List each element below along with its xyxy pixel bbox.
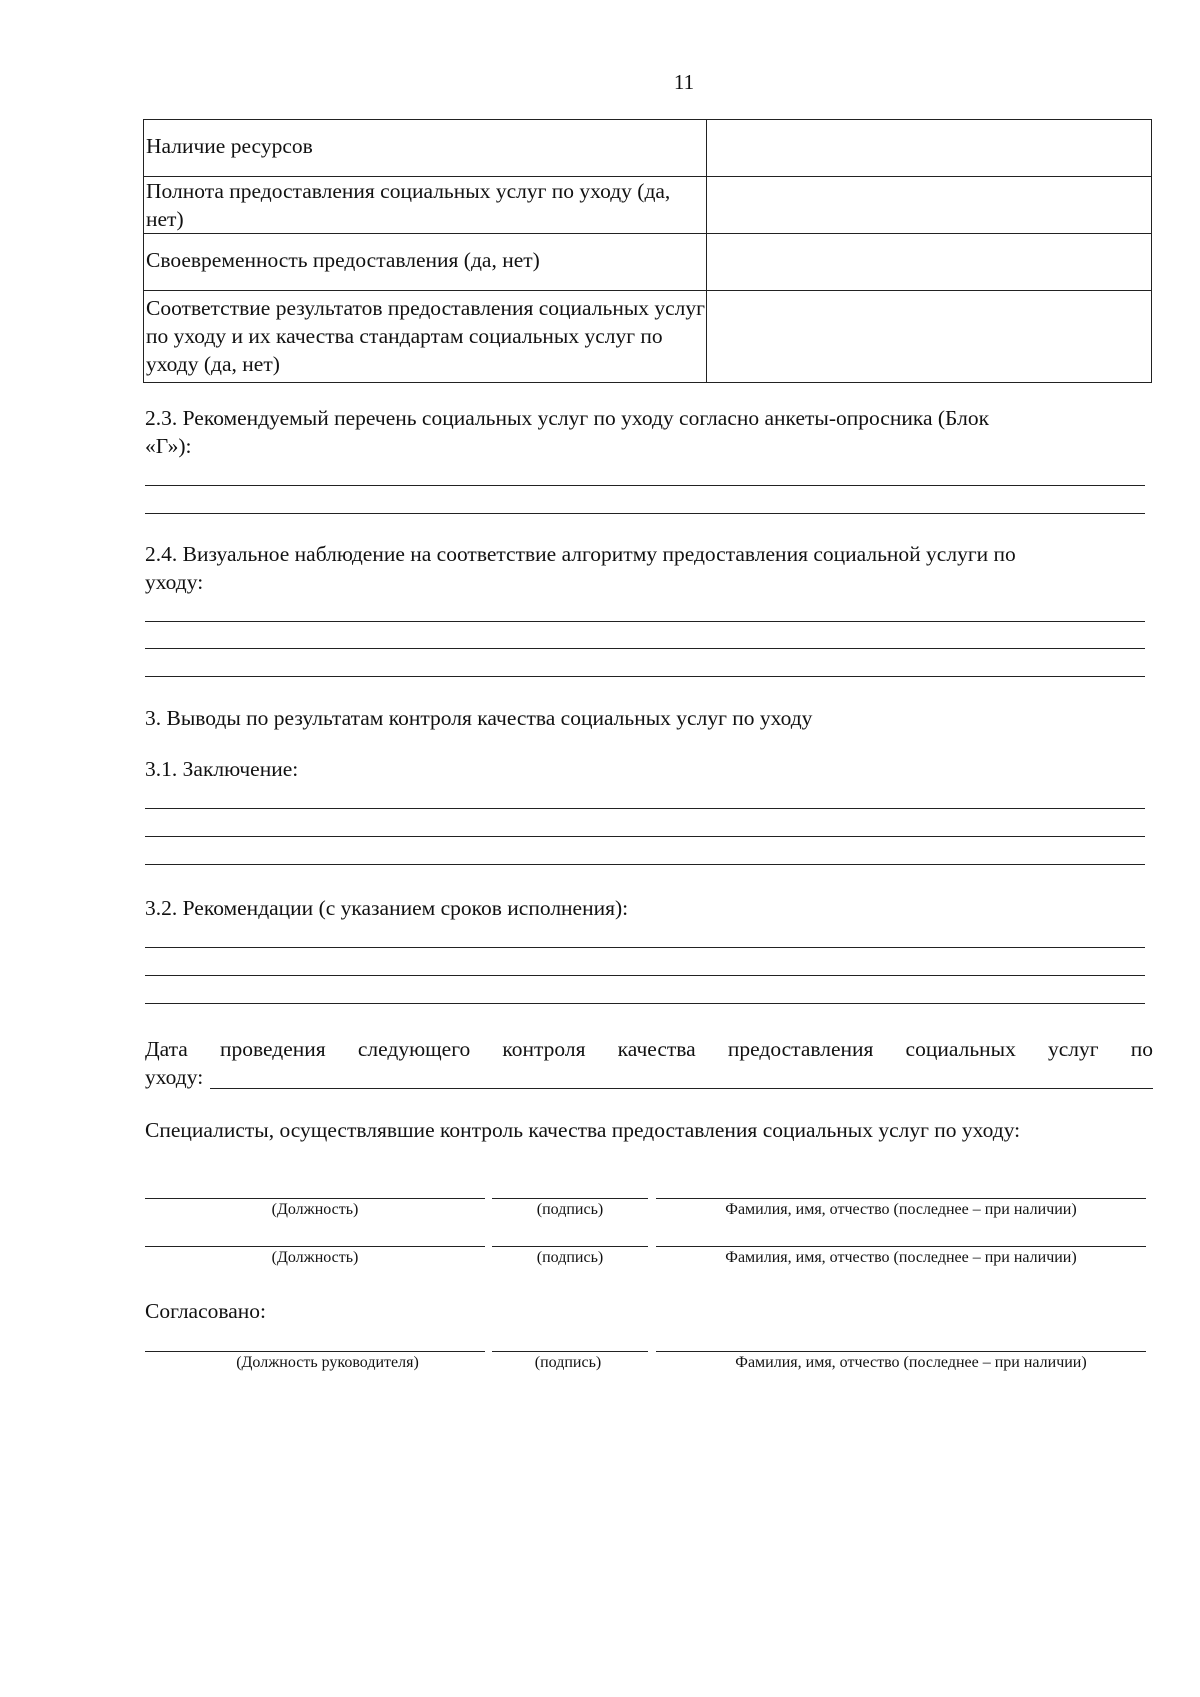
table-row <box>144 291 1152 383</box>
fio-line[interactable] <box>656 1246 1146 1247</box>
approved-label: Согласовано: <box>145 1299 267 1323</box>
criteria-label: Соответствие результатов предоставления социальных услуг по уходу и их качества стандартам социальных услуг по уходу (да, нет) <box>144 291 707 383</box>
answer-line[interactable] <box>145 621 1145 622</box>
position-caption: (Должность) <box>271 1249 359 1266</box>
position-line[interactable] <box>145 1198 485 1199</box>
section-2-3-text-cont: «Г»): <box>145 434 192 458</box>
recommendations-label: 3.2. Рекомендации (с указанием сроков исполнения): <box>145 896 629 920</box>
conclusion-line[interactable] <box>145 864 1145 865</box>
next-control-text-cont: уходу: <box>145 1065 204 1089</box>
criteria-value[interactable] <box>707 291 1152 383</box>
signature-caption: (подпись) <box>534 1354 602 1371</box>
specialists-label: Специалисты, осуществлявшие контроль качества предоставления социальных услуг по уходу: <box>145 1118 1021 1142</box>
position-caption: (Должность) <box>271 1201 359 1218</box>
section-2-3-text: 2.3. Рекомендуемый перечень социальных услуг по уходу согласно анкеты-опросника (Блок <box>145 406 990 430</box>
answer-line[interactable] <box>145 676 1145 677</box>
conclusion-line[interactable] <box>145 836 1145 837</box>
signature-line[interactable] <box>492 1246 648 1247</box>
head-position-line[interactable] <box>145 1351 485 1352</box>
table-row <box>144 234 1152 291</box>
fio-caption: Фамилия, имя, отчество (последнее – при наличии) <box>725 1201 1077 1218</box>
recommendations-line[interactable] <box>145 1003 1145 1004</box>
recommendations-line[interactable] <box>145 947 1145 948</box>
section-3-heading: 3. Выводы по результатам контроля качества социальных услуг по уходу <box>145 706 813 730</box>
section-2-4-text-cont: уходу: <box>145 570 204 594</box>
conclusion-label: 3.1. Заключение: <box>145 757 299 781</box>
fio-line[interactable] <box>656 1198 1146 1199</box>
criteria-value[interactable] <box>707 234 1152 291</box>
position-line[interactable] <box>145 1246 485 1247</box>
table-row <box>144 120 1152 177</box>
criteria-table <box>143 119 1152 383</box>
signature-line[interactable] <box>492 1351 648 1352</box>
section-2-4-text: 2.4. Визуальное наблюдение на соответствие алгоритму предоставления социальной услуги по <box>145 542 1016 566</box>
signature-caption: (подпись) <box>536 1249 604 1266</box>
criteria-value[interactable] <box>707 177 1152 234</box>
criteria-label: Полнота предоставления социальных услуг по уходу (да, нет) <box>144 177 707 234</box>
answer-line[interactable] <box>145 648 1145 649</box>
fio-caption: Фамилия, имя, отчество (последнее – при наличии) <box>735 1354 1087 1371</box>
signature-caption: (подпись) <box>536 1201 604 1218</box>
criteria-label: Наличие ресурсов <box>144 120 707 177</box>
next-control-text: Дата проведения следующего контроля качества предоставления социальных услуг по <box>145 1037 1153 1061</box>
head-position-caption: (Должность руководителя) <box>236 1354 419 1371</box>
answer-line[interactable] <box>145 485 1145 486</box>
criteria-value[interactable] <box>707 120 1152 177</box>
answer-line[interactable] <box>145 513 1145 514</box>
signature-line[interactable] <box>492 1198 648 1199</box>
fio-caption: Фамилия, имя, отчество (последнее – при наличии) <box>725 1249 1077 1266</box>
criteria-label: Своевременность предоставления (да, нет) <box>144 234 707 291</box>
page-number: 11 <box>673 70 695 94</box>
next-control-date-line[interactable] <box>210 1088 1153 1089</box>
recommendations-line[interactable] <box>145 975 1145 976</box>
table-row <box>144 177 1152 234</box>
conclusion-line[interactable] <box>145 808 1145 809</box>
fio-line[interactable] <box>656 1351 1146 1352</box>
